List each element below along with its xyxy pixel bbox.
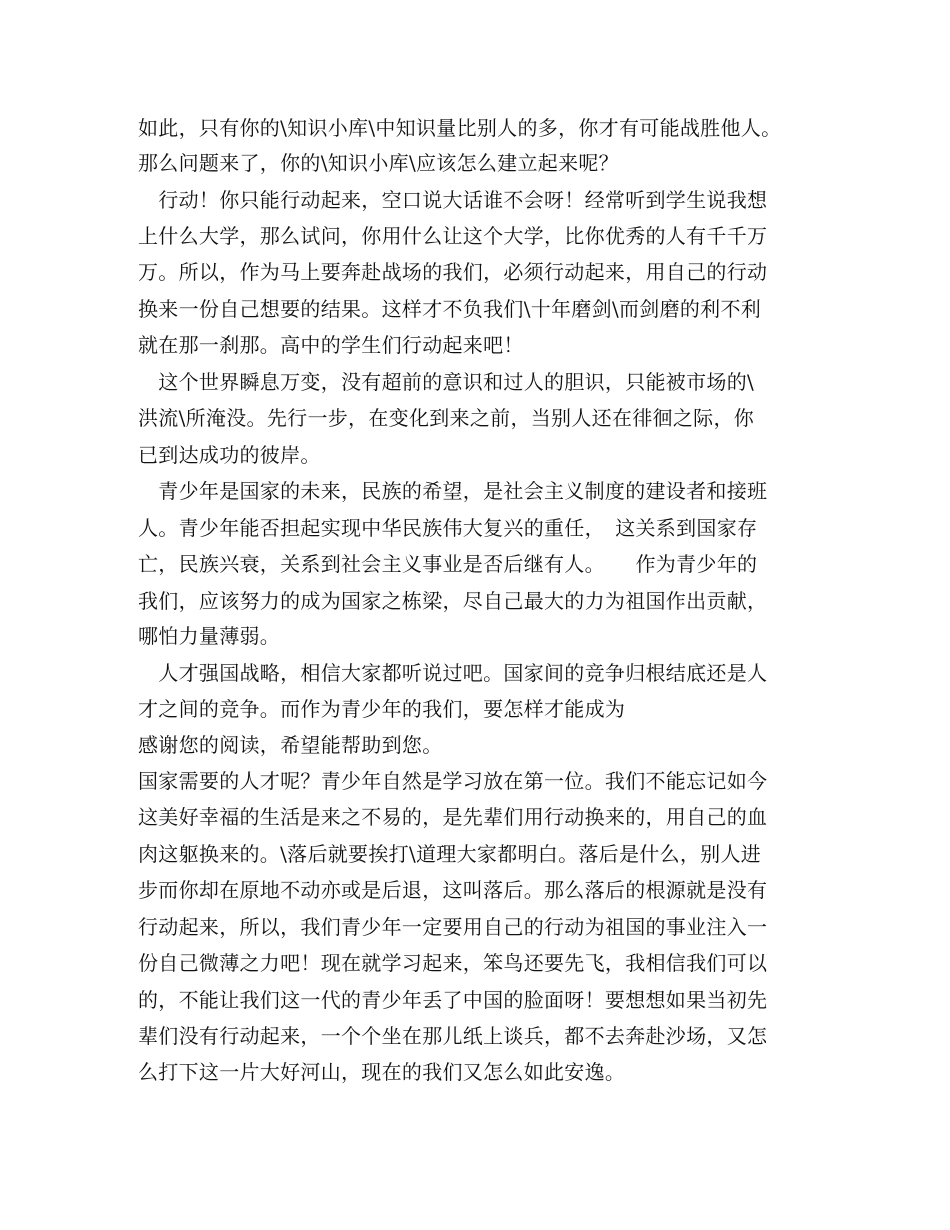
text-line-12: 人。青少年能否担起实现中华民族伟大复兴的重任， 这关系到国家存 [138, 516, 758, 540]
text-line-13: 亡，民族兴衰，关系到社会主义事业是否后继有人。 作为青少年的 [138, 552, 758, 576]
text-line-16: 人才强国战略，相信大家都听说过吧。国家间的竞争归根结底还是人 [138, 661, 768, 685]
text-line-4: 上什么大学，那么试问，你用什么让这个大学，比你优秀的人有千千万 [138, 224, 768, 248]
text-line-9: 洪流\所淹没。先行一步，在变化到来之前，当别人还在徘徊之际，你 [138, 406, 755, 430]
text-line-22: 步而你却在原地不动亦或是后退，这叫落后。那么落后的根源就是没有 [138, 878, 768, 902]
text-line-25: 的，不能让我们这一代的青少年丢了中国的脸面呀！要想想如果当初先 [138, 988, 768, 1012]
text-line-11: 青少年是国家的未来，民族的希望，是社会主义制度的建设者和接班 [138, 479, 768, 503]
text-line-14: 我们，应该努力的成为国家之栋梁，尽自己最大的力为祖国作出贡献， [138, 589, 768, 613]
text-line-17: 才之间的竞争。而作为青少年的我们，要怎样才能成为 [138, 697, 626, 721]
text-line-26: 辈们没有行动起来，一个个坐在那儿纸上谈兵，都不去奔赴沙场，又怎 [138, 1024, 768, 1048]
text-line-2: 那么问题来了，你的\知识小库\应该怎么建立起来呢？ [138, 151, 619, 175]
text-line-10: 已到达成功的彼岸。 [138, 443, 321, 467]
text-line-19: 国家需要的人才呢？青少年自然是学习放在第一位。我们不能忘记如今 [138, 769, 768, 793]
text-line-23: 行动起来，所以，我们青少年一定要用自己的行动为祖国的事业注入一 [138, 915, 768, 939]
closing-note: 感谢您的阅读，希望能帮助到您。 [138, 733, 443, 757]
text-line-6: 换来一份自己想要的结果。这样才不负我们\十年磨剑\而剑磨的利不利 [138, 297, 762, 321]
text-line-8: 这个世界瞬息万变，没有超前的意识和过人的胆识，只能被市场的\ [138, 370, 755, 394]
text-line-3: 行动！你只能行动起来，空口说大话谁不会呀！经常听到学生说我想 [138, 188, 768, 212]
text-line-1: 如此，只有你的\知识小库\中知识量比别人的多，你才有可能战胜他人。 [138, 116, 782, 140]
text-line-24: 份自己微薄之力吧！现在就学习起来，笨鸟还要先飞，我相信我们可以 [138, 951, 768, 975]
text-line-21: 肉这躯换来的。\落后就要挨打\道理大家都明白。落后是什么，别人进 [138, 842, 762, 866]
text-line-7: 就在那一刹那。高中的学生们行动起来吧！ [138, 333, 524, 357]
text-line-15: 哪怕力量薄弱。 [138, 624, 281, 648]
text-line-27: 么打下这一片大好河山，现在的我们又怎么如此安逸。 [138, 1060, 626, 1084]
text-line-5: 万。所以，作为马上要奔赴战场的我们，必须行动起来，用自己的行动 [138, 260, 768, 284]
text-line-20: 这美好幸福的生活是来之不易的，是先辈们用行动换来的，用自己的血 [138, 805, 768, 829]
